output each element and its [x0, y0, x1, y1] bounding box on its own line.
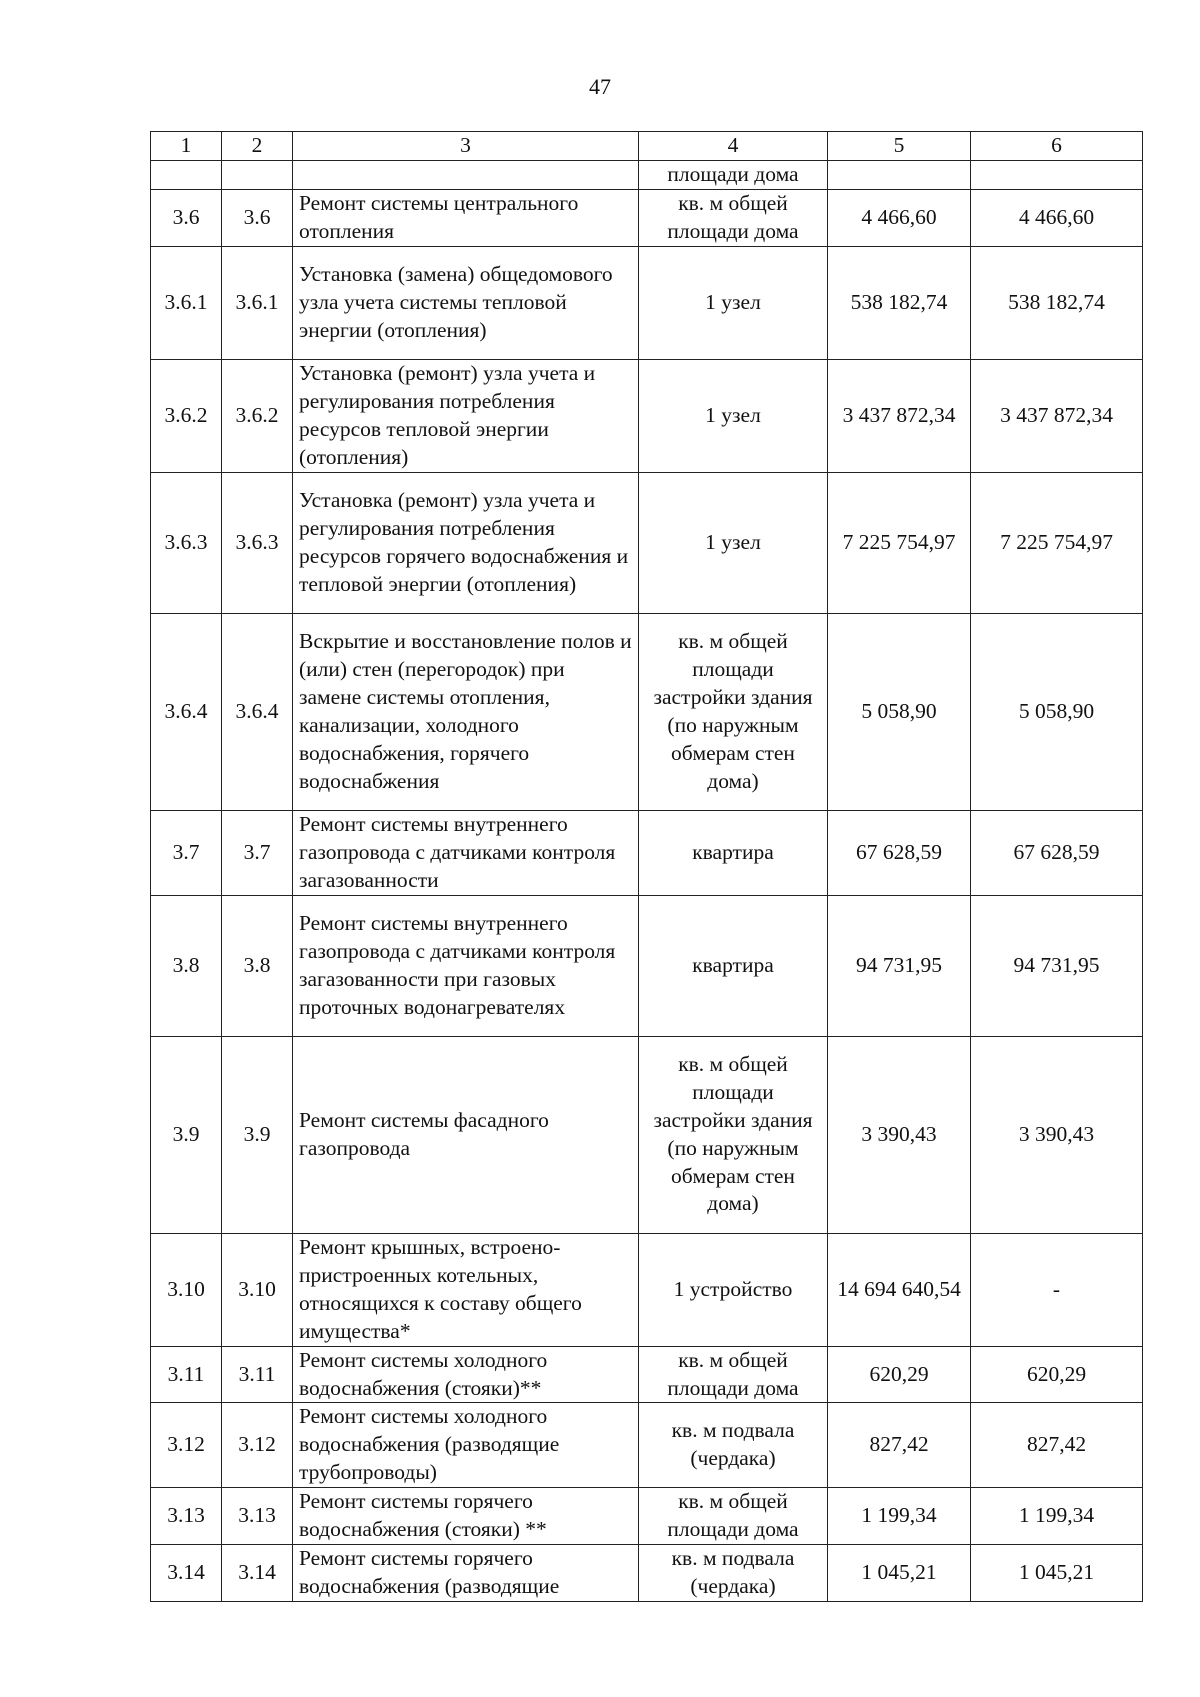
table-row: [151, 472, 1143, 613]
cell-cost-5: 827,42: [828, 1403, 971, 1488]
table-row: [151, 810, 1143, 895]
cell-cost-5: 3 390,43: [828, 1036, 971, 1233]
cell-cost-5: [828, 160, 971, 189]
cell-work-name: Ремонт системы горячего водоснабжения (стояки) **: [293, 1488, 639, 1545]
page-number: 47: [589, 74, 611, 99]
cell-cost-6: 5 058,90: [971, 613, 1143, 810]
cell-cost-5: 7 225 754,97: [828, 472, 971, 613]
cell-work-name: Установка (замена) общедомового узла учета системы тепловой энергии (отопления): [293, 246, 639, 359]
cell-unit: кв. м общей площади дома: [639, 189, 828, 246]
cell-number-2: 3.6.3: [222, 472, 293, 613]
cell-number-1: 3.9: [151, 1036, 222, 1233]
cell-number-2: 3.14: [222, 1545, 293, 1602]
cell-cost-5: 620,29: [828, 1346, 971, 1403]
header-col-1: 1: [151, 132, 222, 161]
cell-cost-6: 538 182,74: [971, 246, 1143, 359]
cell-work-name: Ремонт системы холодного водоснабжения (разводящие трубопроводы): [293, 1403, 639, 1488]
table-row: [151, 189, 1143, 246]
cell-number-1: 3.14: [151, 1545, 222, 1602]
cell-unit: кв. м общей площади застройки здания (по наружным обмерам стен дома): [639, 1036, 828, 1233]
cell-cost-5: 94 731,95: [828, 895, 971, 1036]
cell-number-2: 3.12: [222, 1403, 293, 1488]
cell-work-name: Установка (ремонт) узла учета и регулирования потребления ресурсов тепловой энергии (отопления): [293, 359, 639, 472]
cell-number-1: 3.8: [151, 895, 222, 1036]
table-header-row: [151, 132, 1143, 161]
cell-cost-5: 4 466,60: [828, 189, 971, 246]
cell-cost-5: 5 058,90: [828, 613, 971, 810]
cell-number-1: 3.6.4: [151, 613, 222, 810]
cell-number-1: 3.6.3: [151, 472, 222, 613]
cell-unit: кв. м подвала (чердака): [639, 1403, 828, 1488]
table-row: [151, 1233, 1143, 1346]
cell-number-2: 3.13: [222, 1488, 293, 1545]
cell-number-1: 3.6: [151, 189, 222, 246]
cell-work-name: Ремонт крышных, встроено-пристроенных котельных, относящихся к составу общего имущества*: [293, 1233, 639, 1346]
cell-work-name: Вскрытие и восстановление полов и (или) стен (перегородок) при замене системы отопления, канализации, холодного водоснабжения, горячего водоснабжения: [293, 613, 639, 810]
cell-work-name: Ремонт системы внутреннего газопровода с датчиками контроля загазованности при газовых проточных водонагревателях: [293, 895, 639, 1036]
cell-unit: кв. м общей площади застройки здания (по наружным обмерам стен дома): [639, 613, 828, 810]
cell-unit: кв. м общей площади дома: [639, 1488, 828, 1545]
cell-number-2: 3.6.2: [222, 359, 293, 472]
cell-cost-6: 3 437 872,34: [971, 359, 1143, 472]
cell-cost-5: 1 045,21: [828, 1545, 971, 1602]
table-row: [151, 359, 1143, 472]
works-table: [150, 131, 1143, 1602]
table-row: [151, 1346, 1143, 1403]
cell-work-name: Ремонт системы холодного водоснабжения (стояки)**: [293, 1346, 639, 1403]
header-col-3: 3: [293, 132, 639, 161]
table-row: [151, 160, 1143, 189]
cell-number-1: [151, 160, 222, 189]
table-row: [151, 1488, 1143, 1545]
cell-number-2: 3.10: [222, 1233, 293, 1346]
cell-cost-6: -: [971, 1233, 1143, 1346]
table-row: [151, 613, 1143, 810]
header-col-6: 6: [971, 132, 1143, 161]
cell-number-1: 3.6.1: [151, 246, 222, 359]
cell-number-2: 3.6.1: [222, 246, 293, 359]
cell-unit: кв. м подвала (чердака): [639, 1545, 828, 1602]
table-row: [151, 1403, 1143, 1488]
cell-cost-5: 67 628,59: [828, 810, 971, 895]
cell-number-1: 3.12: [151, 1403, 222, 1488]
cell-cost-6: 94 731,95: [971, 895, 1143, 1036]
cell-work-name: Ремонт системы горячего водоснабжения (разводящие: [293, 1545, 639, 1602]
cell-cost-6: 827,42: [971, 1403, 1143, 1488]
table-row: [151, 1036, 1143, 1233]
cell-cost-6: 67 628,59: [971, 810, 1143, 895]
cell-number-1: 3.7: [151, 810, 222, 895]
cell-number-2: 3.6: [222, 189, 293, 246]
cell-unit: кв. м общей площади дома: [639, 1346, 828, 1403]
header-col-5: 5: [828, 132, 971, 161]
cell-number-2: 3.8: [222, 895, 293, 1036]
cell-cost-6: 7 225 754,97: [971, 472, 1143, 613]
cell-unit: 1 узел: [639, 359, 828, 472]
cell-unit: квартира: [639, 810, 828, 895]
cell-number-2: 3.6.4: [222, 613, 293, 810]
cell-number-2: 3.11: [222, 1346, 293, 1403]
cell-number-1: 3.10: [151, 1233, 222, 1346]
cell-number-1: 3.6.2: [151, 359, 222, 472]
cell-cost-5: 1 199,34: [828, 1488, 971, 1545]
table-row: [151, 895, 1143, 1036]
cell-unit: 1 узел: [639, 246, 828, 359]
cell-cost-6: 3 390,43: [971, 1036, 1143, 1233]
cell-cost-6: [971, 160, 1143, 189]
cell-work-name: [293, 160, 639, 189]
cell-number-2: [222, 160, 293, 189]
cell-number-2: 3.7: [222, 810, 293, 895]
cell-cost-5: 14 694 640,54: [828, 1233, 971, 1346]
cell-unit: 1 устройство: [639, 1233, 828, 1346]
table-row: [151, 1545, 1143, 1602]
cell-unit: площади дома: [639, 160, 828, 189]
cell-work-name: Ремонт системы центрального отопления: [293, 189, 639, 246]
cell-number-2: 3.9: [222, 1036, 293, 1233]
cell-work-name: Установка (ремонт) узла учета и регулирования потребления ресурсов горячего водоснабжения и тепловой энергии (отопления): [293, 472, 639, 613]
cell-work-name: Ремонт системы фасадного газопровода: [293, 1036, 639, 1233]
header-col-4: 4: [639, 132, 828, 161]
cell-cost-5: 538 182,74: [828, 246, 971, 359]
cell-unit: 1 узел: [639, 472, 828, 613]
header-col-2: 2: [222, 132, 293, 161]
cell-unit: квартира: [639, 895, 828, 1036]
cell-work-name: Ремонт системы внутреннего газопровода с датчиками контроля загазованности: [293, 810, 639, 895]
cell-cost-6: 1 045,21: [971, 1545, 1143, 1602]
cell-cost-6: 1 199,34: [971, 1488, 1143, 1545]
table-row: [151, 246, 1143, 359]
cell-cost-6: 620,29: [971, 1346, 1143, 1403]
cell-number-1: 3.11: [151, 1346, 222, 1403]
cell-cost-6: 4 466,60: [971, 189, 1143, 246]
cell-number-1: 3.13: [151, 1488, 222, 1545]
cell-cost-5: 3 437 872,34: [828, 359, 971, 472]
